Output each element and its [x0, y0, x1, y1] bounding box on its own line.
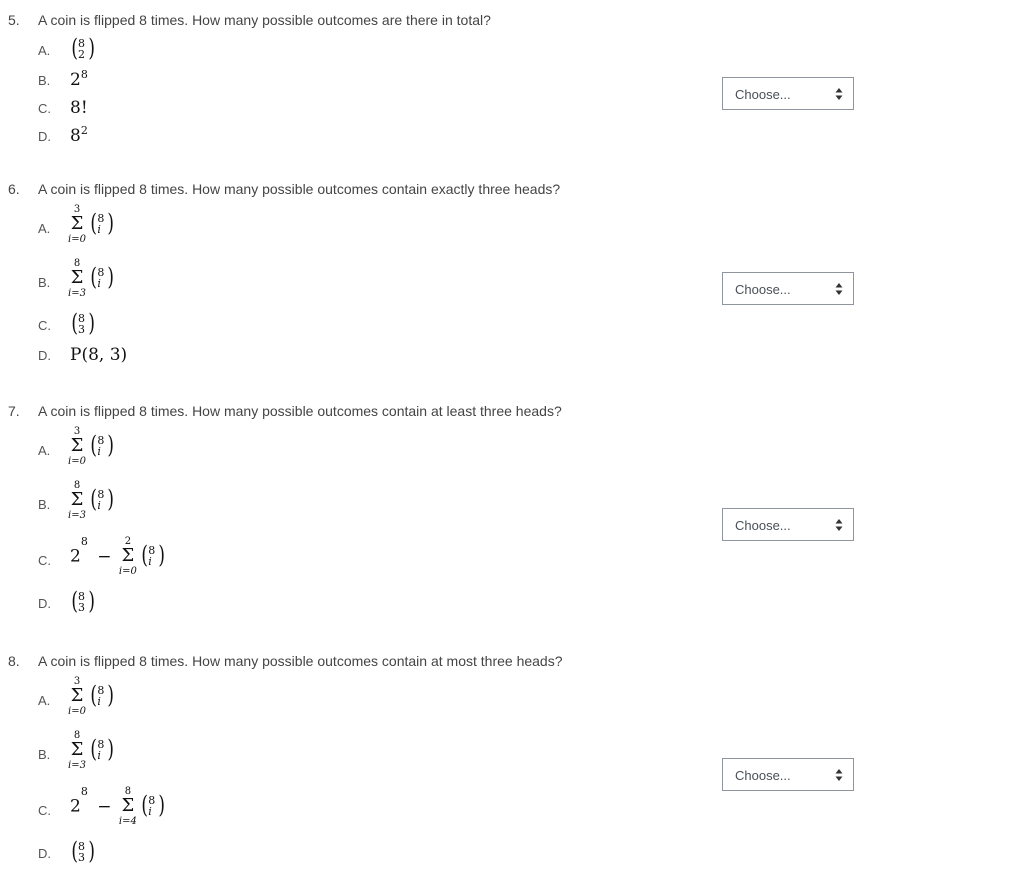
binomial: ( 8 i ) [90, 735, 114, 763]
power-base: 2 [70, 70, 81, 90]
option-math [70, 309, 96, 337]
power-exponent: 8 [80, 68, 88, 81]
power-exponent: 8 [80, 785, 88, 798]
summation: 3 Σ i=0 [68, 204, 86, 245]
option-math [70, 259, 115, 299]
option-letter: C. [38, 101, 51, 116]
question-number: 8. [8, 653, 20, 669]
summation: 2 Σ i=0 [118, 536, 137, 577]
option-letter: A. [38, 221, 51, 236]
option-math [70, 677, 115, 717]
option-letter: D. [38, 596, 51, 611]
question-text: A coin is flipped 8 times. How many possible outcomes contain at most three heads? [38, 653, 563, 669]
option-math [70, 731, 115, 771]
binomial: ( 8 3 ) [71, 587, 95, 615]
answer-select-q5[interactable] [722, 77, 854, 110]
select-value: Choose... [735, 282, 791, 297]
binomial: ( 8 i ) [90, 209, 114, 237]
option-math [70, 126, 88, 146]
option-letter: C. [38, 803, 51, 818]
question-text: A coin is flipped 8 times. How many possible outcomes contain at least three heads? [38, 403, 562, 419]
option-letter: B. [38, 73, 51, 88]
summation: 3 Σ i=0 [68, 676, 86, 717]
summation: 3 Σ i=0 [68, 426, 86, 467]
option-letter: A. [38, 443, 51, 458]
question-5 [0, 12, 1011, 162]
summation: 8 Σ i=3 [68, 480, 86, 521]
select-value: Choose... [735, 768, 791, 783]
option-math [70, 427, 115, 467]
binomial: ( 8 3 ) [71, 309, 95, 337]
option-letter: D. [38, 846, 51, 861]
option-math: P(8, 3) [70, 345, 128, 365]
binomial: ( 8 i ) [90, 263, 114, 291]
answer-select-q6[interactable] [722, 272, 854, 305]
up-down-arrows-icon [835, 282, 843, 296]
binomial: ( 8 i ) [141, 541, 165, 569]
select-value: Choose... [735, 518, 791, 533]
option-math [70, 481, 115, 521]
option-letter: B. [38, 275, 51, 290]
option-letter: A. [38, 693, 51, 708]
question-number: 7. [8, 403, 20, 419]
binomial: ( 8 i ) [90, 431, 114, 459]
summation: 8 Σ i=3 [68, 258, 86, 299]
question-number: 5. [8, 12, 20, 28]
binomial: ( 8 i ) [90, 681, 114, 709]
question-7 [0, 403, 1011, 623]
binomial: ( 8 2 ) [71, 34, 95, 62]
option-math [70, 205, 115, 245]
binomial: ( 8 i ) [90, 485, 114, 513]
option-math [70, 34, 96, 62]
power-base: 8 [70, 126, 81, 146]
option-letter: A. [38, 43, 51, 58]
option-math [70, 837, 96, 865]
option-letter: C. [38, 553, 51, 568]
question-text: A coin is flipped 8 times. How many possible outcomes are there in total? [38, 12, 491, 28]
question-6 [0, 181, 1011, 371]
minus-sign: − [97, 796, 112, 817]
option-letter: D. [38, 129, 51, 144]
option-letter: B. [38, 497, 51, 512]
option-math [70, 70, 88, 90]
question-number: 6. [8, 181, 20, 197]
power-base: 2 [70, 546, 81, 567]
option-letter: C. [38, 318, 51, 333]
option-letter: D. [38, 348, 51, 363]
option-math [70, 537, 166, 577]
up-down-arrows-icon [835, 768, 843, 782]
power-exponent: 8 [80, 535, 88, 548]
power-base: 2 [70, 796, 81, 817]
power-exponent: 2 [80, 124, 88, 137]
up-down-arrows-icon [835, 87, 843, 101]
select-value: Choose... [735, 87, 791, 102]
option-letter: B. [38, 747, 51, 762]
answer-select-q7[interactable] [722, 508, 854, 541]
summation: 8 Σ i=3 [68, 730, 86, 771]
minus-sign: − [97, 546, 112, 567]
binomial: ( 8 3 ) [71, 837, 95, 865]
up-down-arrows-icon [835, 518, 843, 532]
question-text: A coin is flipped 8 times. How many possible outcomes contain exactly three heads? [38, 181, 561, 197]
answer-select-q8[interactable] [722, 758, 854, 791]
question-8 [0, 653, 1011, 882]
summation: 8 Σ i=4 [118, 786, 137, 827]
option-math [70, 787, 166, 827]
binomial: ( 8 i ) [141, 791, 165, 819]
option-math: 8! [70, 98, 88, 118]
option-math [70, 587, 96, 615]
